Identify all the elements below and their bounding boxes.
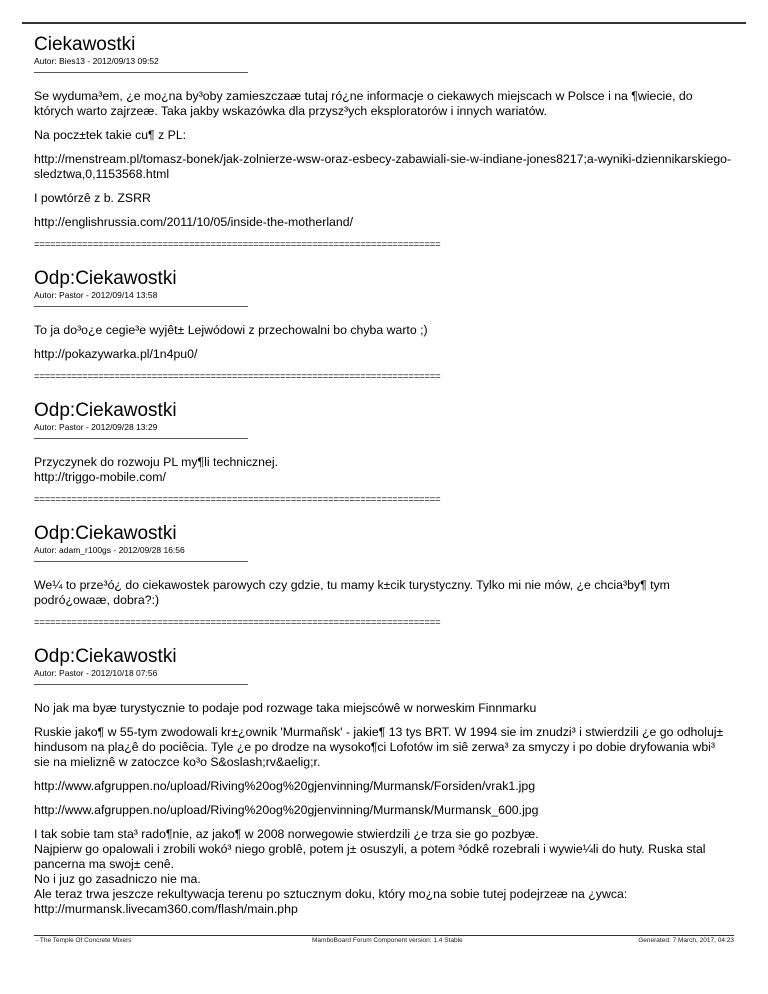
post-body xyxy=(34,323,734,362)
post-paragraph: No jak ma byæ turystycznie to podaje pod rozwage taka miejscówê w norweskim Finnmarku xyxy=(34,701,537,715)
post-title: Odp:Ciekawostki xyxy=(34,523,177,544)
post-separator: ============================================================================ xyxy=(34,371,441,382)
post-paragraph: I powtórzê z b. ZSRR xyxy=(34,191,151,205)
footer-generated-date: Generated: 7 March, 2017, 04:23 xyxy=(638,937,734,944)
post-body xyxy=(34,89,734,230)
post-paragraph: http://pokazywarka.pl/1n4pu0/ xyxy=(34,347,198,361)
post-author-date: Autor: Pastor - 2012/09/14 13:58 xyxy=(34,290,158,300)
post-title: Odp:Ciekawostki xyxy=(34,268,177,289)
post-paragraph: We¼ to prze³ó¿ do ciekawostek parowych czy gdzie, tu mamy k±cik turystyczny. Tylko mi nie mów, ¿e chcia³by¶ tym podró¿owaæ, dobra?:) xyxy=(34,578,670,607)
meta-divider xyxy=(34,438,248,439)
post-author-date: Autor: Bies13 - 2012/09/13 09:52 xyxy=(34,56,159,66)
footer-component-version: MamboBoard Forum Component version: 1.4 Stable xyxy=(312,937,463,944)
post-separator: ============================================================================ xyxy=(34,617,441,628)
forum-post xyxy=(34,400,734,505)
post-title: Ciekawostki xyxy=(34,34,136,55)
post-body xyxy=(34,578,734,608)
post-paragraph: http://www.afgruppen.no/upload/Riving%20og%20gjenvinning/Murmansk/Murmansk_600.jpg xyxy=(34,803,539,817)
post-paragraph: http://englishrussia.com/2011/10/05/inside-the-motherland/ xyxy=(34,215,353,229)
post-paragraph: http://www.afgruppen.no/upload/Riving%20og%20gjenvinning/Murmansk/Forsiden/vrak1.jpg xyxy=(34,779,536,793)
forum-thread xyxy=(34,34,734,926)
forum-post xyxy=(34,646,734,917)
post-paragraph: I tak sobie tam sta³ rado¶nie, az jako¶ w 2008 norwegowie stwierdzili ¿e trza sie go pozbyæ. Najpierw go opalowali i zrobili wokó³ niego groblê, potem j± osuszyli, a potem ³ódkê rozebrali i wywie¼li do huty. Ruska stal pancerna ma swoj± cenê. No i juz go zasadniczo nie ma. Ale teraz trwa jeszcze rekultywacja terenu po sztucznym doku, który mo¿na sobie tutej podejrzeæ na ¿ywca: http://murmansk.livecam360.com/flash/main.php xyxy=(34,827,706,916)
post-title: Odp:Ciekawostki xyxy=(34,646,177,667)
post-author-date: Autor: Pastor - 2012/09/28 13:29 xyxy=(34,422,158,432)
footer-site-name: - The Temple Of Concrete Mixers xyxy=(36,937,132,944)
post-separator: ============================================================================ xyxy=(34,494,441,505)
post-paragraph: To ja do³o¿e cegie³e wyjêt± Lejwódowi z przechowalni bo chyba warto ;) xyxy=(34,323,428,337)
post-author-date: Autor: Pastor - 2012/10/18 07:56 xyxy=(34,668,158,678)
post-separator: ============================================================================ xyxy=(34,239,441,250)
forum-post xyxy=(34,34,734,250)
post-body xyxy=(34,701,734,917)
post-author-date: Autor: adam_r100gs - 2012/09/28 16:56 xyxy=(34,545,185,555)
post-paragraph: Se wyduma³em, ¿e mo¿na by³oby zamieszczaæ tutaj ró¿ne informacje o ciekawych miejscach w Polsce i na ¶wiecie, do których warto zajrzeæ. Taka jakby wskazówka dla przysz³ych eksploratorów i innych wariatów. xyxy=(34,89,693,118)
post-paragraph: http://menstream.pl/tomasz-bonek/jak-zolnierze-wsw-oraz-esbecy-zabawiali-sie-w-indiane-jones8217;a-wyniki-dziennikarskiego-sledztwa,0,1153568.html xyxy=(34,152,732,181)
meta-divider xyxy=(34,306,248,307)
page-footer xyxy=(34,935,734,948)
post-body xyxy=(34,455,734,485)
meta-divider xyxy=(34,561,248,562)
post-paragraph: Na pocz±tek takie cu¶ z PL: xyxy=(34,128,187,142)
forum-post xyxy=(34,268,734,382)
meta-divider xyxy=(34,684,248,685)
meta-divider xyxy=(34,72,248,73)
post-title: Odp:Ciekawostki xyxy=(34,400,177,421)
forum-post xyxy=(34,523,734,628)
post-paragraph: Przyczynek do rozwoju PL my¶li technicznej. http://triggo-mobile.com/ xyxy=(34,455,278,484)
post-paragraph: Ruskie jako¶ w 55-tym zwodowali kr±¿ownik 'Murmañsk' - jakie¶ 13 tys BRT. W 1994 sie im znudzi³ i stwierdzili ¿e go odholuj± hindusom na pla¿ê do pociêcia. Tyle ¿e po drodze na wysoko¶ci Lofotów im siê zerwa³ za smyczy i po dobie dryfowania wbi³ sie na mieliznê w zatoczce ko³o S&oslash;rv&aelig;r. xyxy=(34,725,724,769)
page-top-rule xyxy=(22,22,746,24)
